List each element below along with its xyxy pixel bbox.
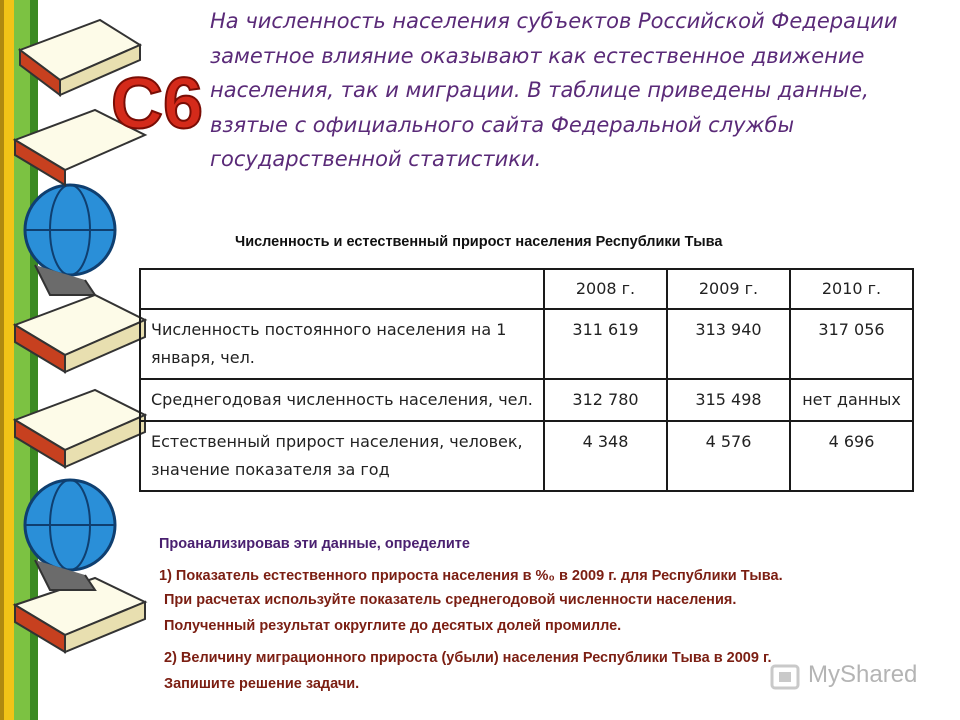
watermark-text: MyShared [808,661,918,688]
cell-value: 4 348 [544,421,667,491]
header-2010: 2010 г. [790,269,913,309]
header-empty [140,269,544,309]
badge-label: C6 [110,64,204,144]
table-row [140,309,913,379]
cell-value: 4 696 [790,421,913,491]
task-question-2-note: Запишите решение задачи. [164,676,360,692]
badge-c6 [110,50,204,144]
table-caption: Численность и естественный прирост населения Республики Тыва [235,234,723,250]
row-label: Естественный прирост населения, человек, значение показателя за год [140,421,544,491]
cell-value: 313 940 [667,309,790,379]
table-row [140,379,913,421]
globe-icon [25,480,115,590]
task-question-1-hint: При расчетах используйте показатель среднегодовой численности населения. [164,592,737,608]
globe-icon [25,185,115,295]
cell-value: 317 056 [790,309,913,379]
row-label: Среднегодовая численность населения, чел. [140,379,544,421]
header-2008: 2008 г. [544,269,667,309]
cell-value: 315 498 [667,379,790,421]
header-2009: 2009 г. [667,269,790,309]
table-row [140,421,913,491]
task-lead: Проанализировав эти данные, определите [159,536,470,552]
row-label: Численность постоянного населения на 1 января, чел. [140,309,544,379]
task-question-1: 1) Показатель естественного прироста населения в %₀ в 2009 г. для Республики Тыва. [159,568,783,584]
table-header-row [140,269,913,309]
cell-value: нет данных [790,379,913,421]
task-question-1-rounding: Полученный результат округлите до десятых долей промилле. [164,618,622,634]
cell-value: 311 619 [544,309,667,379]
cell-value: 312 780 [544,379,667,421]
task-question-2: 2) Величину миграционного прироста (убыли) населения Республики Тыва в 2009 г. [164,650,772,666]
cell-value: 4 576 [667,421,790,491]
intro-text: На численность населения субъектов Российской Федерации заметное влияние оказывают как естественное движение населения, так и миграции. В таблице приведены данные, взятые с официального сайта Федеральной службы государственной статистики. [210,9,898,171]
population-table [139,268,914,492]
